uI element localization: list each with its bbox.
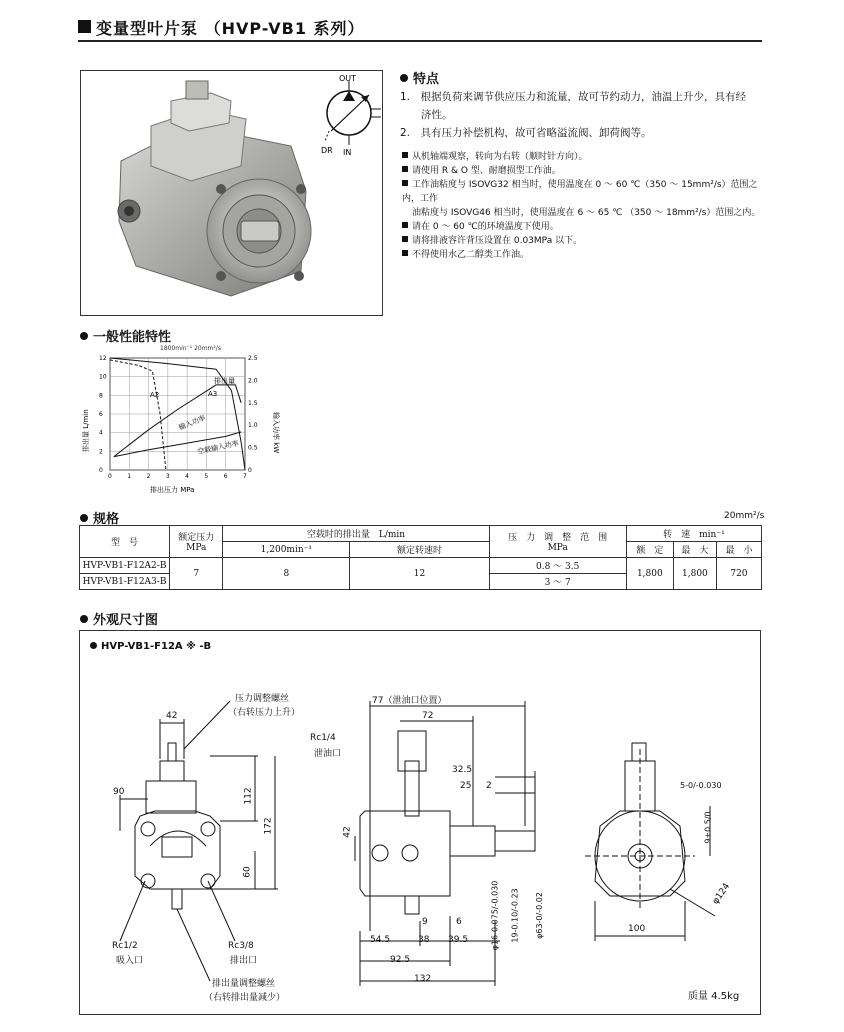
- x-tick-label: 5: [204, 473, 209, 480]
- curve-label-discharge: 排出量: [214, 377, 235, 385]
- note-item: 从机轴端观察，转向为右转（顺时针方向）。: [402, 150, 764, 164]
- header-speed: 转 速 min⁻¹: [626, 526, 761, 542]
- curve-label-a3: A3: [208, 390, 218, 398]
- header-speed-min: 最 小: [716, 542, 761, 558]
- x-tick-label: 3: [165, 473, 170, 480]
- pressure-screw-note: （右转压力上升）: [228, 708, 301, 718]
- performance-chart: [80, 342, 280, 497]
- y-right-tick-label: 1.0: [248, 422, 258, 430]
- x-tick-label: 7: [243, 473, 247, 480]
- dim-100: 100: [628, 924, 646, 934]
- drain-position-note: 77（泄油口位置）: [372, 696, 447, 706]
- curve-label-noload-power: 空载输入功率: [196, 439, 240, 456]
- cell-model: HVP-VB1-F12A3-B: [80, 574, 170, 590]
- cell-speed-rated: 1,800: [626, 558, 673, 590]
- spec-viscosity-note: 20mm²/s: [724, 511, 765, 521]
- feature-item: 济性。: [400, 109, 453, 121]
- cell-model: HVP-VB1-F12A2-B: [80, 558, 170, 574]
- chart-top-note: 1800min⁻¹ 20mm²/s: [160, 345, 221, 352]
- y-right-tick-label: 1.5: [248, 399, 258, 407]
- dim-42-side: 42: [342, 826, 353, 838]
- dim-124: φ124: [710, 881, 733, 907]
- features-notes: [402, 150, 764, 262]
- cell-range: 0.8 ～ 3.5: [489, 558, 626, 574]
- curve-label-input-power: 输入功率: [177, 413, 207, 432]
- flow-screw-note: （右转排出量减少）: [204, 993, 286, 1003]
- note-item: 不得使用水乙二醇类工作油。: [402, 248, 764, 262]
- flow-screw-label: 排出量调整螺丝: [212, 979, 276, 989]
- dim-key-5: 5-0/-0.030: [680, 781, 722, 790]
- performance-heading: 一般性能特性: [80, 326, 171, 345]
- dim-39-5: 39.5: [448, 935, 469, 945]
- y-left-tick-label: 0: [99, 467, 103, 474]
- pump-illustration: [81, 71, 383, 316]
- y-left-tick-label: 2: [99, 448, 103, 456]
- header-noload-flow: 空载时的排出量 L/min: [223, 526, 489, 542]
- dim-72: 72: [422, 711, 434, 721]
- chart-ticks: [99, 355, 258, 480]
- header-pressure-range: 压 力 调 整 范 围 MPa: [489, 526, 626, 558]
- x-tick-label: 4: [185, 473, 189, 480]
- symbol-dr-label: DR: [321, 146, 333, 155]
- page-title: 变量型叶片泵 （HVP-VB1 系列）: [96, 19, 365, 38]
- dimension-lines: [80, 631, 760, 1014]
- feature-item: 2. 具有压力补偿机构，故可省略溢流阀、卸荷阀等。: [400, 127, 652, 139]
- page-title-bar: [78, 16, 762, 42]
- x-tick-label: 6: [223, 473, 228, 480]
- discharge-name-label: 排出口: [230, 956, 258, 966]
- y-left-tick-label: 10: [99, 373, 107, 381]
- drain-port-name: 泄油口: [314, 749, 342, 759]
- dim-90: 90: [113, 787, 125, 797]
- dim-92-5: 92.5: [390, 955, 411, 965]
- note-item: 请将排液容许背压设置在 0.03MPa 以下。: [402, 234, 764, 248]
- dim-25: 25: [460, 781, 472, 791]
- y-left-tick-label: 6: [99, 411, 103, 418]
- title-square-icon: [78, 20, 91, 33]
- cell-speed-min: 720: [716, 558, 761, 590]
- dim-6: 6: [456, 917, 462, 927]
- features-heading: 特点: [400, 68, 439, 87]
- dimension-model: HVP-VB1-F12A ※ -B: [90, 641, 211, 652]
- y-right-tick-label: 2.5: [248, 355, 258, 362]
- dim-shaft-63: φ63-0/-0.02: [534, 892, 544, 939]
- note-item: 油粘度与 ISOVG46 相当时，使用温度在 6 ～ 65 ℃ （350 ～ 18mm²/s）范围之内。: [412, 208, 761, 218]
- dim-32-5: 32.5: [452, 765, 473, 775]
- dim-172: 172: [263, 817, 274, 835]
- cell-speed-max: 1,800: [673, 558, 716, 590]
- y-right-tick-label: 2.0: [248, 377, 258, 385]
- x-tick-label: 2: [146, 473, 151, 480]
- dimensions-heading: 外观尺寸图: [80, 609, 158, 628]
- spec-heading: 规格: [80, 508, 119, 527]
- dim-shaft-16: φ16-0.075/-0.030: [490, 880, 500, 951]
- dim-9-5: 9+0.5/0: [703, 811, 713, 844]
- header-flow-rated: 额定转速时: [350, 542, 489, 558]
- dim-42-top: 42: [166, 711, 178, 721]
- cell-flow-rated: 12: [350, 558, 489, 590]
- cell-rated-pressure: 7: [170, 558, 223, 590]
- pressure-screw-label: 压力调整螺丝: [235, 694, 290, 704]
- dim-132: 132: [414, 974, 432, 984]
- header-model: 型 号: [80, 526, 170, 558]
- symbol-out-label: OUT: [339, 74, 357, 83]
- dimension-drawing: [79, 630, 761, 1015]
- discharge-port-label: Rc3/8: [228, 941, 254, 951]
- y-left-tick-label: 8: [99, 392, 103, 400]
- pump-symbol-icon: [325, 81, 381, 145]
- header-speed-rated: 额 定: [626, 542, 673, 558]
- dim-54-5: 54.5: [370, 935, 391, 945]
- header-flow-1200: 1,200min⁻¹: [223, 542, 350, 558]
- product-photo: [80, 70, 383, 316]
- dim-2: 2: [486, 781, 492, 791]
- features-list: [400, 88, 762, 142]
- table-row: [80, 558, 762, 574]
- dim-112: 112: [243, 787, 254, 805]
- suction-port-label: Rc1/2: [112, 941, 138, 951]
- dim-60: 60: [242, 866, 253, 878]
- dim-19: 19-0.10/-0.23: [510, 888, 520, 943]
- note-item: 请在 0 ～ 60 ℃的环境温度下使用。: [402, 220, 764, 234]
- x-tick-label: 0: [108, 473, 112, 480]
- cell-range: 3 ～ 7: [489, 574, 626, 590]
- spec-table: [79, 525, 762, 590]
- note-item: 工作油粘度与 ISOVG32 相当时，使用温度在 0 ～ 60 ℃（350 ～ 15mm²/s）范围之内，工作: [402, 180, 758, 204]
- note-item: 请使用 R & O 型、耐磨损型工作油。: [402, 164, 764, 178]
- suction-name-label: 吸入口: [116, 956, 144, 966]
- cell-flow-1200: 8: [223, 558, 350, 590]
- y-right-axis-label: 输入功率 kW: [272, 412, 280, 454]
- symbol-in-label: IN: [343, 148, 352, 157]
- x-axis-label: 排出压力 MPa: [150, 486, 195, 494]
- x-tick-label: 1: [127, 473, 132, 480]
- drain-port-label: Rc1/4: [310, 733, 336, 743]
- y-right-tick-label: 0: [248, 467, 252, 474]
- y-left-tick-label: 12: [99, 355, 107, 362]
- curve-label-a2: A2: [150, 391, 160, 399]
- y-left-axis-label: 排出量 L/min: [82, 409, 90, 452]
- y-left-tick-label: 4: [99, 429, 103, 437]
- header-speed-max: 最 大: [673, 542, 716, 558]
- y-right-tick-label: 0.5: [248, 444, 258, 452]
- dim-38: 38: [418, 935, 430, 945]
- dim-9: 9: [422, 917, 428, 927]
- header-rated-pressure: 额定压力 MPa: [170, 526, 223, 558]
- feature-item: 1. 根据负荷来调节供应压力和流量，故可节约动力，油温上升少，具有经: [400, 91, 747, 103]
- mass-label: 质量 4.5kg: [688, 991, 740, 1002]
